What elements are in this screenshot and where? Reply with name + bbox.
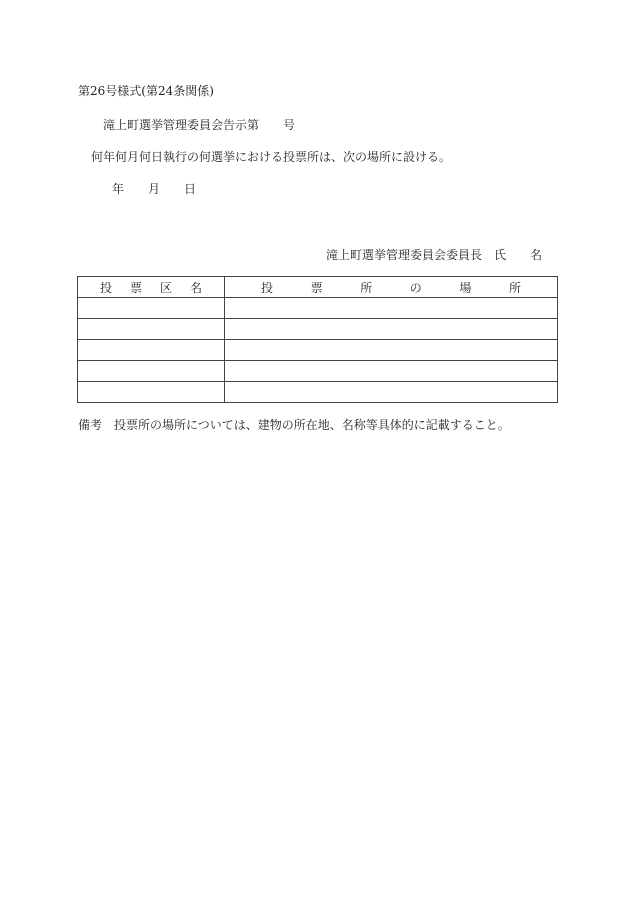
district-cell bbox=[78, 319, 225, 340]
district-cell bbox=[78, 382, 225, 403]
notice-body: 何年何月何日執行の何選挙における投票所は、次の場所に設ける。 bbox=[91, 150, 452, 164]
notice-title: 滝上町選挙管理委員会告示第 号 bbox=[103, 118, 296, 132]
table-row bbox=[78, 340, 558, 361]
district-cell bbox=[78, 298, 225, 319]
date-day: 日 bbox=[184, 182, 197, 196]
table-row bbox=[78, 382, 558, 403]
header-district-name: 投 票 区 名 bbox=[78, 277, 225, 298]
table-header-row bbox=[78, 277, 558, 298]
form-number: 第26号様式(第24条関係) bbox=[78, 84, 214, 98]
location-cell bbox=[225, 340, 558, 361]
table-row bbox=[78, 361, 558, 382]
date-month: 月 bbox=[148, 182, 161, 196]
table-row bbox=[78, 298, 558, 319]
location-cell bbox=[225, 319, 558, 340]
location-cell bbox=[225, 382, 558, 403]
location-cell bbox=[225, 361, 558, 382]
location-cell bbox=[225, 298, 558, 319]
district-cell bbox=[78, 361, 225, 382]
polling-station-table bbox=[77, 276, 558, 403]
remarks-note: 備考 投票所の場所については、建物の所在地、名称等具体的に記載すること。 bbox=[78, 418, 510, 432]
date-line bbox=[112, 182, 196, 196]
district-cell bbox=[78, 340, 225, 361]
header-station-location: 投 票 所 の 場 所 bbox=[225, 277, 558, 298]
table-row bbox=[78, 319, 558, 340]
signature-line: 滝上町選挙管理委員会委員長 氏 名 bbox=[326, 248, 543, 262]
date-year: 年 bbox=[112, 182, 125, 196]
